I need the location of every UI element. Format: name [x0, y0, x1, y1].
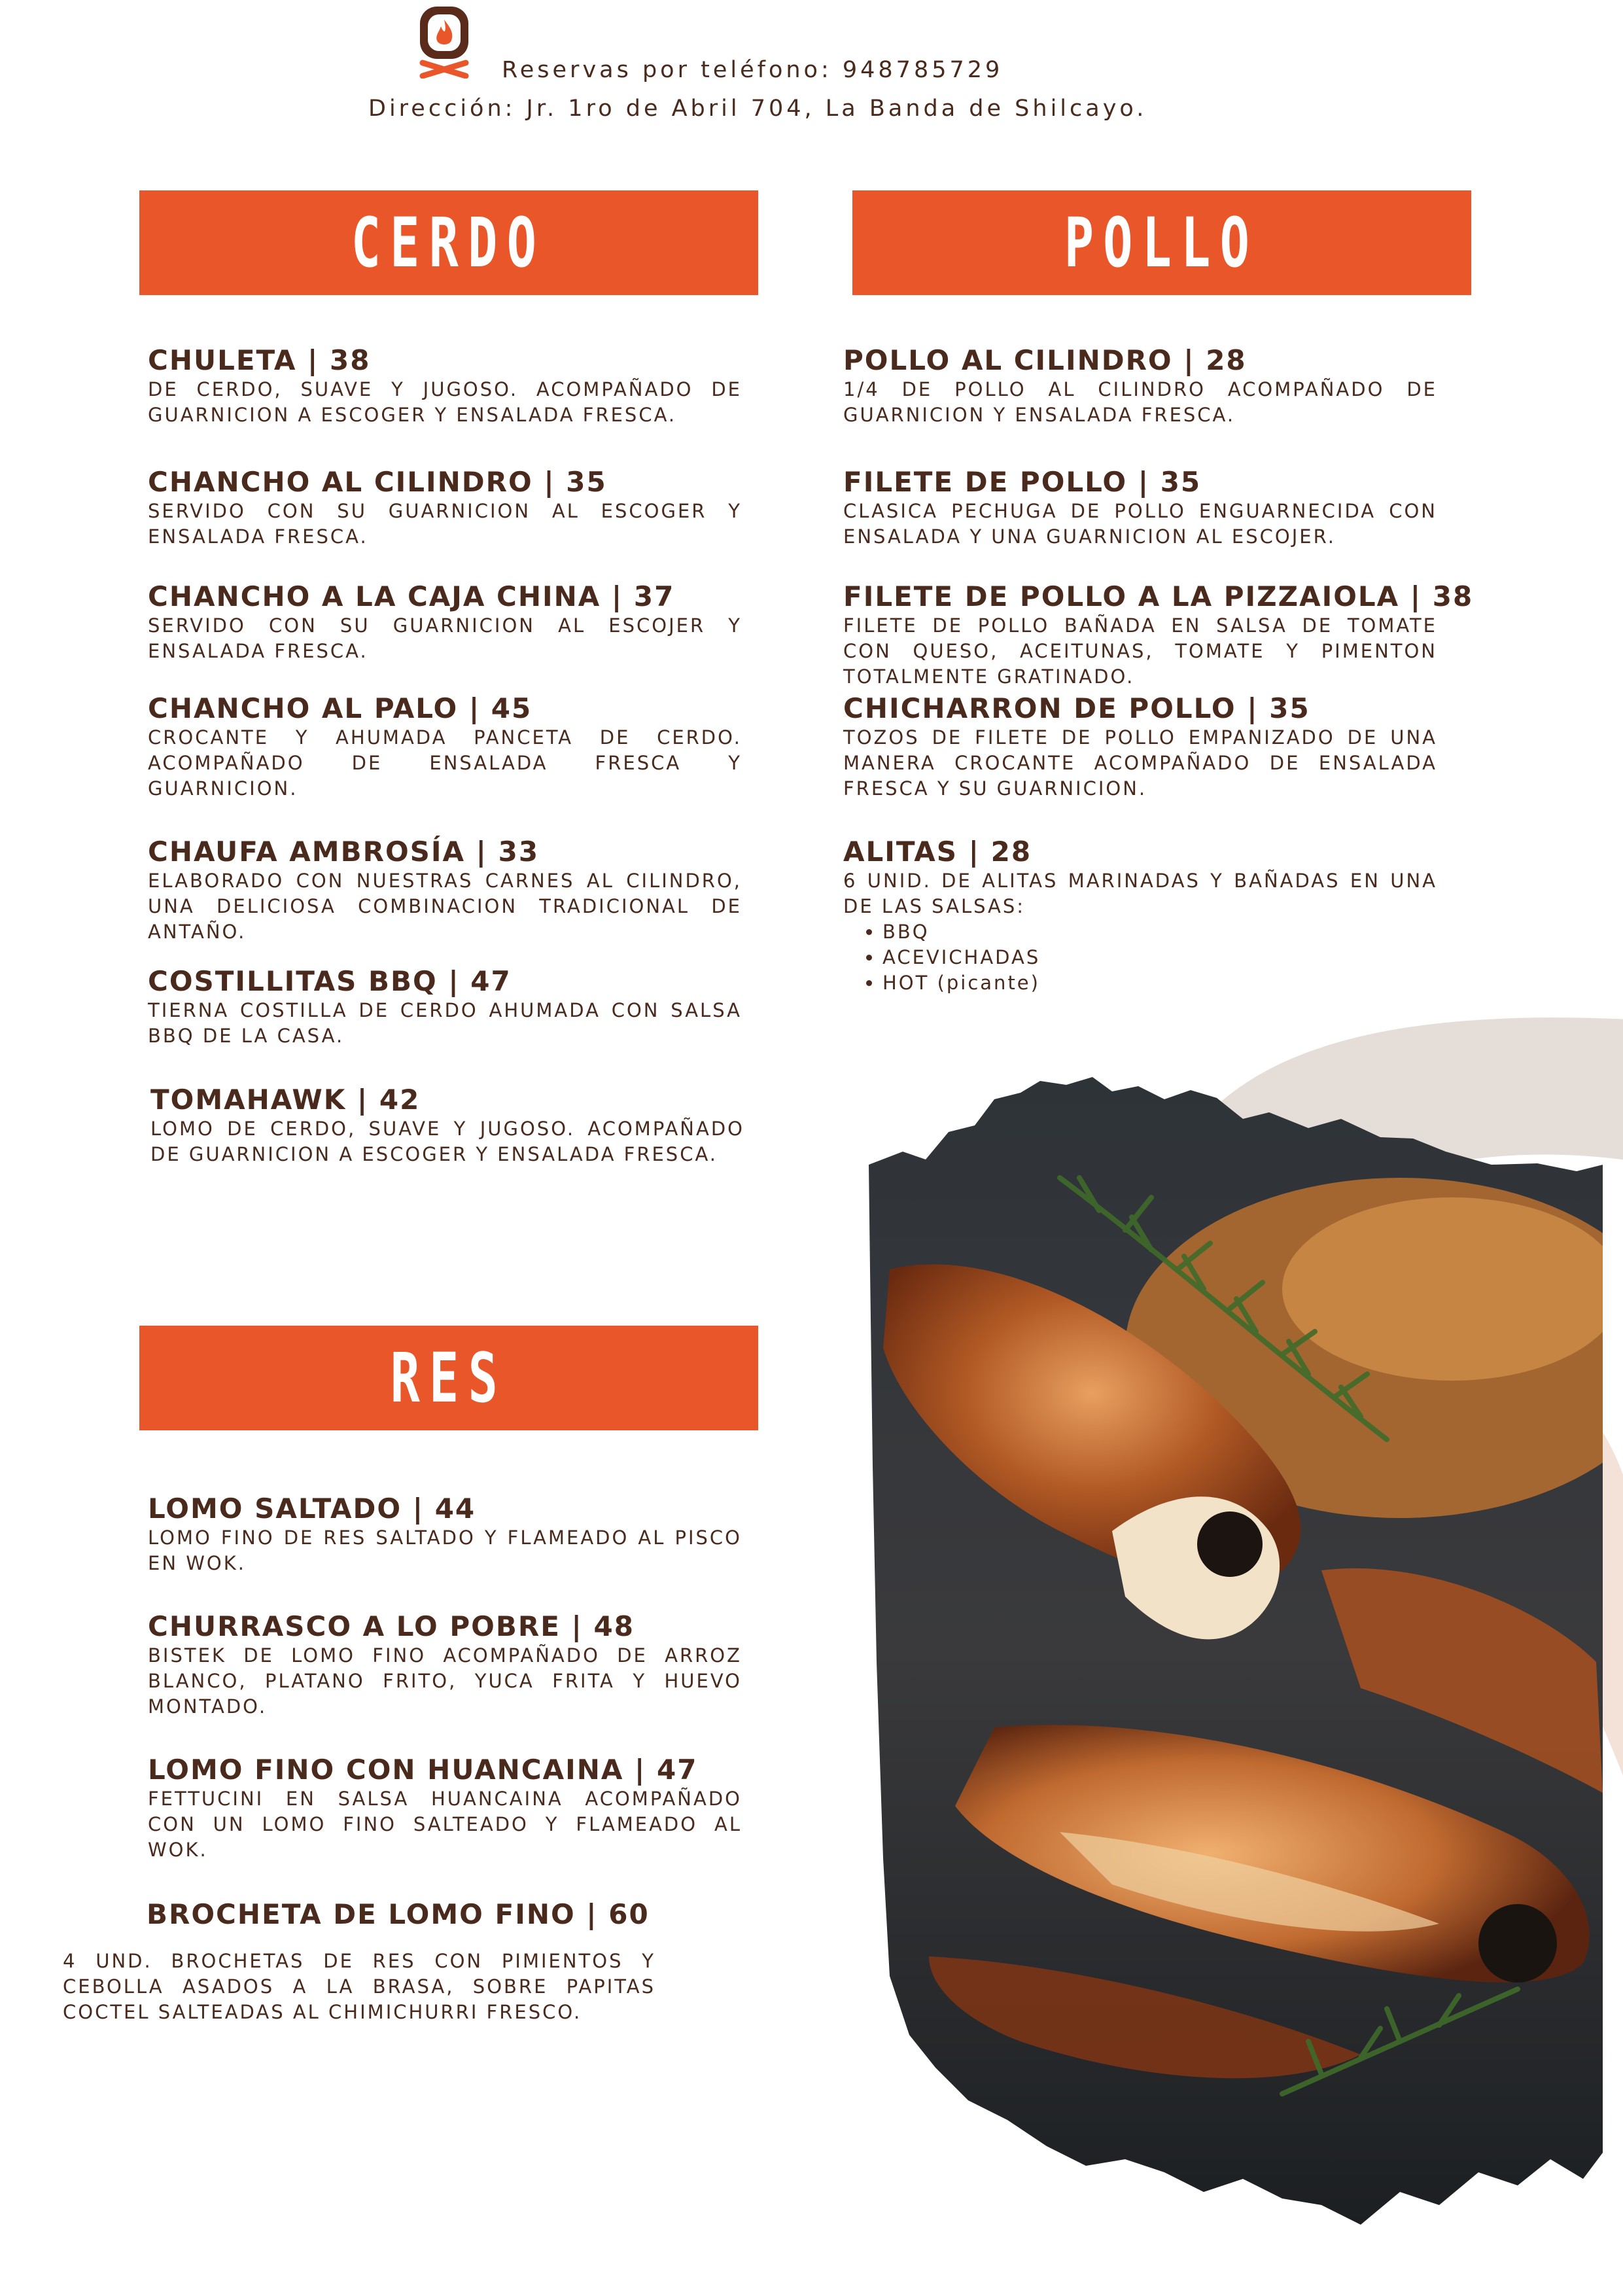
menu-item: [843, 836, 1437, 996]
menu-item-description: LOMO FINO DE RES SALTADO Y FLAMEADO AL PISCO EN WOK.: [148, 1527, 742, 1574]
menu-item-name: COSTILLITAS BBQ | 47: [148, 965, 512, 997]
menu-item: [843, 466, 1437, 550]
menu-item-name: ALITAS | 28: [843, 836, 1032, 868]
section-title-res: RES: [390, 1338, 508, 1418]
list-item: • HOT (picante): [882, 970, 1437, 996]
section-title-cerdo: CERDO: [351, 203, 546, 283]
sauce-list: [843, 919, 1437, 996]
phone-reservation-text: Reservas por teléfono: 948785729: [502, 57, 1003, 83]
menu-item-description: 6 UNID. DE ALITAS MARINADAS Y BAÑADAS EN UNA DE LAS SALSAS:: [843, 870, 1437, 917]
section-title-pollo: POLLO: [1064, 203, 1259, 283]
menu-item: [148, 1610, 742, 1720]
menu-item: [147, 1898, 761, 1931]
menu-item: [843, 692, 1437, 802]
menu-item: [150, 1084, 744, 1167]
section-banner-cerdo: [139, 190, 758, 295]
menu-item-name: POLLO AL CILINDRO | 28: [843, 344, 1247, 376]
menu-item-description: CLASICA PECHUGA DE POLLO ENGUARNECIDA CON ENSALADA Y UNA GUARNICION AL ESCOJER.: [843, 500, 1437, 548]
menu-item-description: 4 UND. BROCHETAS DE RES CON PIMIENTOS Y CEBOLLA ASADOS A LA BRASA, SOBRE PAPITAS COCTEL SALTEADAS AL CHIMICHURRI FRESCO.: [63, 1950, 655, 2023]
menu-item: [148, 1754, 742, 1863]
menu-item-description: FETTUCINI EN SALSA HUANCAINA ACOMPAÑADO CON UN LOMO FINO SALTEADO Y FLAMEADO AL WOK.: [148, 1788, 742, 1861]
menu-item-description: CROCANTE Y AHUMADA PANCETA DE CERDO. ACOMPAÑADO DE ENSALADA FRESCA Y GUARNICION.: [148, 726, 742, 800]
menu-item-description: TOZOS DE FILETE DE POLLO EMPANIZADO DE UNA MANERA CROCANTE ACOMPAÑADO DE ENSALADA FRESCA Y SU GUARNICION.: [843, 726, 1437, 800]
menu-item-name: LOMO SALTADO | 44: [148, 1492, 476, 1525]
menu-item: [148, 466, 742, 550]
menu-item-description: BISTEK DE LOMO FINO ACOMPAÑADO DE ARROZ BLANCO, PLATANO FRITO, YUCA FRITA Y HUEVO MONTADO.: [148, 1644, 742, 1718]
section-banner-res: [139, 1326, 758, 1430]
menu-item: [148, 692, 742, 802]
menu-item-description: FILETE DE POLLO BAÑADA EN SALSA DE TOMATE CON QUESO, ACEITUNAS, TOMATE Y PIMENTON TOTALMENTE GRATINADO.: [843, 614, 1437, 688]
menu-item: [148, 836, 742, 945]
menu-item-description: SERVIDO CON SU GUARNICION AL ESCOGER Y ENSALADA FRESCA.: [148, 500, 742, 548]
menu-item-name: CHICHARRON DE POLLO | 35: [843, 692, 1310, 724]
menu-item-description-block: [63, 1949, 655, 2025]
menu-item-description: SERVIDO CON SU GUARNICION AL ESCOJER Y ENSALADA FRESCA.: [148, 614, 742, 662]
menu-item: [148, 1492, 742, 1576]
menu-item-name: CHURRASCO A LO POBRE | 48: [148, 1610, 635, 1642]
section-banner-pollo: [852, 190, 1471, 295]
address-text: Dirección: Jr. 1ro de Abril 704, La Banda de Shilcayo.: [368, 96, 1147, 122]
menu-item-name: BROCHETA DE LOMO FINO | 60: [147, 1898, 650, 1930]
menu-item-description: LOMO DE CERDO, SUAVE Y JUGOSO. ACOMPAÑADO DE GUARNICION A ESCOGER Y ENSALADA FRESCA.: [150, 1118, 744, 1165]
restaurant-logo-icon: [417, 5, 471, 79]
menu-item-description: ELABORADO CON NUESTRAS CARNES AL CILINDRO, UNA DELICIOSA COMBINACION TRADICIONAL DE ANTAÑO.: [148, 870, 742, 943]
menu-item-name: CHULETA | 38: [148, 344, 371, 376]
menu-item-name: FILETE DE POLLO A LA PIZZAIOLA | 38: [843, 580, 1474, 612]
menu-item-name: CHAUFA AMBROSÍA | 33: [148, 836, 540, 868]
list-item: • ACEVICHADAS: [882, 945, 1437, 970]
menu-item-description: DE CERDO, SUAVE Y JUGOSO. ACOMPAÑADO DE GUARNICION A ESCOGER Y ENSALADA FRESCA.: [148, 378, 742, 426]
menu-item-name: FILETE DE POLLO | 35: [843, 466, 1202, 498]
menu-item-name: TOMAHAWK | 42: [150, 1084, 421, 1116]
menu-item-description: TIERNA COSTILLA DE CERDO AHUMADA CON SALSA BBQ DE LA CASA.: [148, 999, 742, 1047]
menu-item: [148, 965, 742, 1049]
menu-item: [843, 580, 1474, 690]
list-item: • BBQ: [882, 919, 1437, 945]
menu-item: [148, 344, 742, 428]
menu-item-name: CHANCHO A LA CAJA CHINA | 37: [148, 580, 675, 612]
menu-item: [148, 580, 742, 664]
menu-item-description: 1/4 DE POLLO AL CILINDRO ACOMPAÑADO DE GUARNICION Y ENSALADA FRESCA.: [843, 378, 1437, 426]
menu-item-name: LOMO FINO CON HUANCAINA | 47: [148, 1754, 698, 1786]
menu-item: [843, 344, 1437, 428]
menu-item-name: CHANCHO AL CILINDRO | 35: [148, 466, 607, 498]
menu-item-name: CHANCHO AL PALO | 45: [148, 692, 532, 724]
grilled-ribs-photo: [864, 1073, 1603, 2225]
